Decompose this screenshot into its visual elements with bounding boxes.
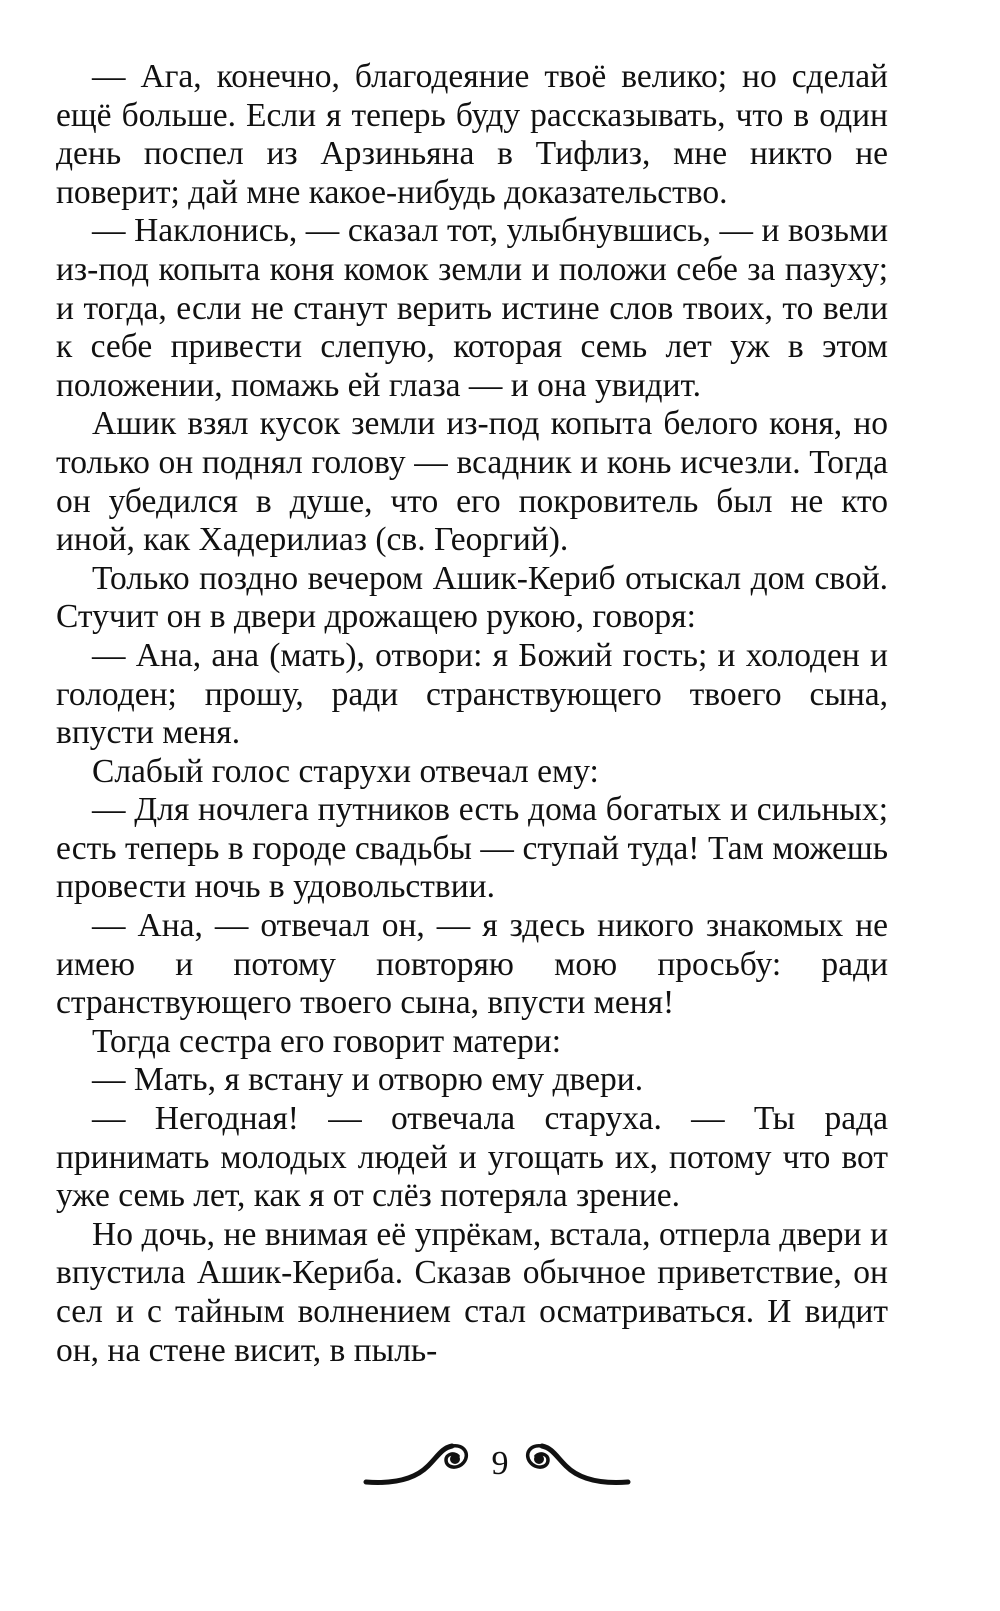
paragraph-3: Ашик взял кусок земли из-под копыта белого коня, но только он поднял голову — всадник и конь исчезли. Тогда он убедился в душе, что его покровитель был не кто иной, как Хадерилиаз (св. Георгий). — [56, 405, 888, 559]
paragraph-9: Тогда сестра его говорит матери: — [92, 1022, 561, 1060]
paragraph-5: — Ана, ана (мать), отвори: я Божий гость; и холоден и голоден; прошу, ради странствующего твоего сына, впусти меня. — [56, 636, 888, 752]
paragraph-10: — Мать, я встану и отворю ему двери. — [92, 1061, 644, 1099]
page-number: 9 — [491, 1445, 509, 1482]
paragraph-7: — Для ночлега путников есть дома богатых и сильных; есть теперь в городе свадьбы — ступай туда! Там можешь провести ночь в удовольствии. — [56, 791, 888, 906]
paragraph-2: — Наклонись, — сказал тот, улыбнувшись, — и возьми из-под копыта коня комок земли и положи себе за пазуху; и тогда, если не станут верить истине слов твоих, то вели к себе привести слепую, которая семь лет уж в этом положении, помажь ей глаза — и она увидит. — [56, 212, 888, 404]
paragraph-11: — Негодная! — отвечала старуха. — Ты рада принимать молодых людей и угощать их, потому что вот уже семь лет, как я от слёз потеряла зрение. — [56, 1100, 888, 1215]
page-body — [56, 58, 888, 1370]
paragraph-8: — Ана, — отвечал он, — я здесь никого знакомых не имею и потому повторяю мою просьбу: ради странствующего твоего сына, впусти меня! — [56, 907, 888, 1022]
paragraph-6: Слабый голос старухи отвечал ему: — [92, 752, 599, 790]
paragraph-4: Только поздно вечером Ашик-Кериб отыскал дом свой. Стучит он в двери дрожащею рукою, говоря: — [56, 559, 888, 636]
paragraph-12: Но дочь, не внимая её упрёкам, встала, отперла двери и впустила Ашик-Кериба. Сказав обычное приветствие, он сел и с тайным волнением стал осматриваться. И видит он, на стене висит, в пыль- — [56, 1215, 888, 1369]
paragraph-1: — Ага, конечно, благодеяние твоё велико; но сделай ещё больше. Если я теперь буду рассказывать, что в один день поспел из Арзиньяна в Тифлиз, мне никто не поверит; дай мне какое-нибудь доказательство. — [56, 58, 888, 211]
